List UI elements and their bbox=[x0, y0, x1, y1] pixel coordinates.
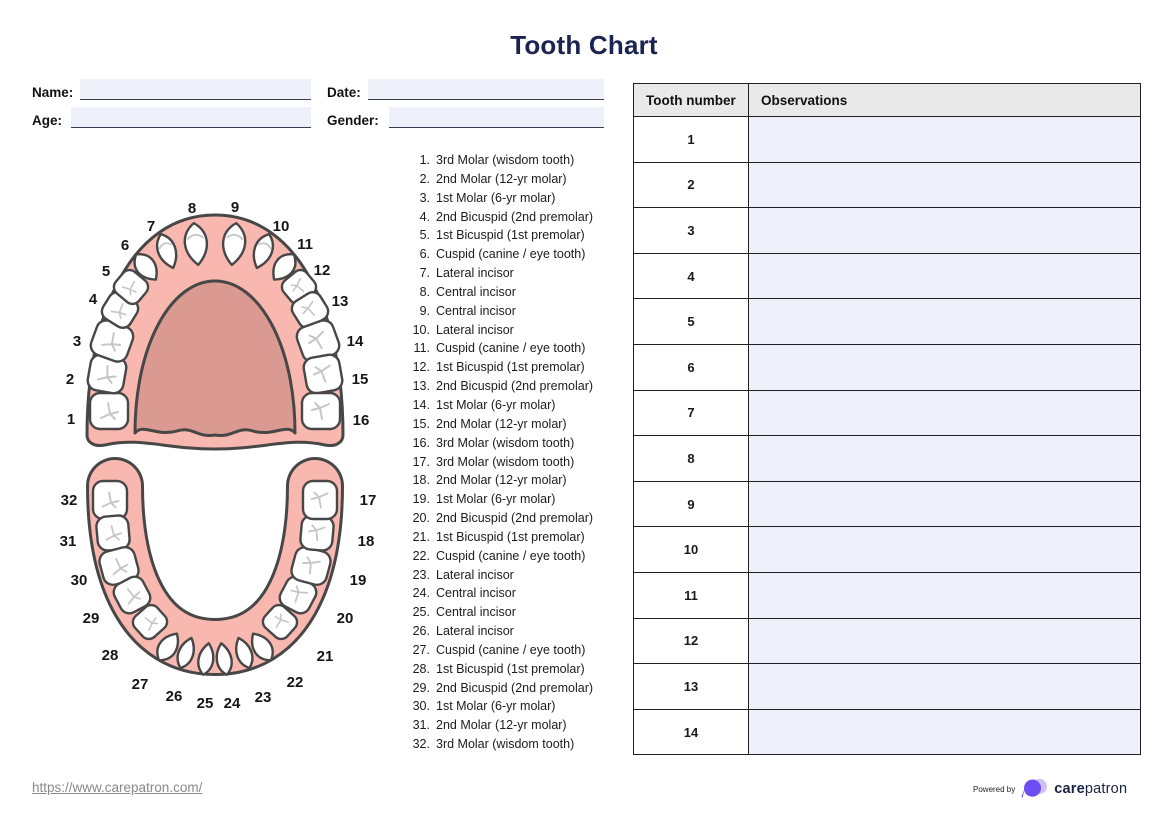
tooth-number-label: 10 bbox=[272, 218, 290, 235]
dental-arches-svg bbox=[35, 185, 415, 730]
legend-item bbox=[406, 547, 641, 566]
legend-item-label: 3rd Molar (wisdom tooth) bbox=[436, 737, 575, 752]
tooth-number-cell: 2 bbox=[634, 162, 749, 208]
tooth-number-label: 29 bbox=[82, 610, 100, 627]
dental-arch-diagram bbox=[35, 185, 415, 730]
tooth-16 bbox=[302, 393, 340, 429]
tooth-number-label: 5 bbox=[101, 263, 111, 280]
observation-cell[interactable] bbox=[749, 299, 1141, 345]
table-row bbox=[634, 117, 1141, 163]
tooth-number-label: 13 bbox=[331, 293, 349, 310]
legend-item-label: Central incisor bbox=[436, 605, 516, 620]
tooth-31 bbox=[96, 515, 131, 552]
tooth-number-cell: 7 bbox=[634, 390, 749, 436]
legend-item-number: 15. bbox=[412, 416, 430, 431]
legend-item bbox=[406, 264, 641, 283]
tooth-number-cell: 12 bbox=[634, 618, 749, 664]
legend-item bbox=[406, 339, 641, 358]
legend-item bbox=[406, 679, 641, 698]
tooth-number-label: 2 bbox=[65, 371, 75, 388]
tooth-number-label: 30 bbox=[70, 572, 88, 589]
legend-item bbox=[406, 358, 641, 377]
tooth-1 bbox=[90, 393, 128, 429]
tooth-number-label: 3 bbox=[72, 333, 82, 350]
tooth-15 bbox=[302, 353, 344, 395]
legend-item bbox=[406, 283, 641, 302]
legend-item-number: 8. bbox=[419, 284, 430, 299]
legend-item-label: 2nd Bicuspid (2nd premolar) bbox=[436, 511, 594, 526]
tooth-number-cell: 3 bbox=[634, 208, 749, 254]
powered-by-label: Powered by bbox=[973, 784, 1016, 794]
legend-item-number: 3. bbox=[419, 190, 430, 205]
carepatron-logo-icon bbox=[1021, 776, 1049, 802]
legend-item-label: Cuspid (canine / eye tooth) bbox=[436, 247, 586, 262]
legend-item-number: 16. bbox=[412, 435, 430, 450]
legend-item-number: 5. bbox=[419, 228, 430, 243]
legend-item-label: 2nd Molar (12-yr molar) bbox=[436, 718, 567, 733]
legend-item bbox=[406, 603, 641, 622]
tooth-number-label: 31 bbox=[59, 533, 77, 550]
legend-item bbox=[406, 226, 641, 245]
legend-item bbox=[406, 208, 641, 227]
date-label: Date: bbox=[327, 85, 361, 100]
tooth-number-label: 4 bbox=[88, 291, 98, 308]
observation-cell[interactable] bbox=[749, 527, 1141, 573]
legend-item bbox=[406, 321, 641, 340]
age-label: Age: bbox=[32, 113, 62, 128]
observation-cell[interactable] bbox=[749, 709, 1141, 755]
tooth-number-cell: 14 bbox=[634, 709, 749, 755]
table-row bbox=[634, 253, 1141, 299]
tooth-number-label: 9 bbox=[230, 199, 240, 216]
brand-wordmark bbox=[1054, 781, 1127, 797]
table-row bbox=[634, 436, 1141, 482]
legend-item-number: 18. bbox=[412, 473, 430, 488]
legend-item-label: 1st Molar (6-yr molar) bbox=[436, 699, 556, 714]
legend-item-number: 13. bbox=[412, 379, 430, 394]
legend-item bbox=[406, 302, 641, 321]
legend-item bbox=[406, 151, 641, 170]
legend-item-number: 27. bbox=[412, 642, 430, 657]
observation-cell[interactable] bbox=[749, 481, 1141, 527]
legend-item-label: Cuspid (canine / eye tooth) bbox=[436, 548, 586, 563]
legend-item-label: 1st Molar (6-yr molar) bbox=[436, 492, 556, 507]
legend-item-number: 7. bbox=[419, 266, 430, 281]
legend-item bbox=[406, 622, 641, 641]
observations-header: Observations bbox=[749, 84, 1141, 117]
legend-item-label: Cuspid (canine / eye tooth) bbox=[436, 341, 586, 356]
legend-item-number: 30. bbox=[412, 699, 430, 714]
tooth-number-label: 23 bbox=[254, 689, 272, 706]
legend-item-number: 25. bbox=[412, 605, 430, 620]
legend-item-label: 1st Bicuspid (1st premolar) bbox=[436, 360, 585, 375]
gender-field[interactable] bbox=[389, 107, 604, 128]
table-row bbox=[634, 527, 1141, 573]
tooth-number-header: Tooth number bbox=[634, 84, 749, 117]
legend-item-number: 26. bbox=[412, 624, 430, 639]
legend-item bbox=[406, 490, 641, 509]
legend-item-label: Central incisor bbox=[436, 586, 516, 601]
legend-item-label: 2nd Molar (12-yr molar) bbox=[436, 416, 567, 431]
age-field[interactable] bbox=[71, 107, 311, 128]
tooth-number-label: 18 bbox=[357, 533, 375, 550]
carepatron-url-link[interactable]: https://www.carepatron.com/ bbox=[32, 780, 203, 795]
legend-item-label: 2nd Bicuspid (2nd premolar) bbox=[436, 379, 594, 394]
gender-label: Gender: bbox=[327, 113, 379, 128]
table-row bbox=[634, 344, 1141, 390]
legend-item-label: 2nd Bicuspid (2nd premolar) bbox=[436, 209, 594, 224]
table-header-row bbox=[634, 84, 1141, 117]
legend-item-number: 17. bbox=[412, 454, 430, 469]
legend-item-number: 31. bbox=[412, 718, 430, 733]
brand-patron: patron bbox=[1084, 781, 1128, 797]
legend-item bbox=[406, 697, 641, 716]
legend-item bbox=[406, 415, 641, 434]
tooth-number-label: 8 bbox=[187, 200, 197, 217]
table-row bbox=[634, 208, 1141, 254]
tooth-number-cell: 4 bbox=[634, 253, 749, 299]
legend-item-number: 23. bbox=[412, 567, 430, 582]
legend-item bbox=[406, 170, 641, 189]
tooth-number-cell: 13 bbox=[634, 664, 749, 710]
legend-item-number: 6. bbox=[419, 247, 430, 262]
legend-item-label: Cuspid (canine / eye tooth) bbox=[436, 642, 586, 657]
legend-item-label: 3rd Molar (wisdom tooth) bbox=[436, 435, 575, 450]
legend-item bbox=[406, 716, 641, 735]
tooth-legend-list bbox=[406, 151, 641, 754]
tooth-legend bbox=[406, 151, 641, 754]
tooth-number-label: 20 bbox=[336, 610, 354, 627]
table-row bbox=[634, 664, 1141, 710]
brand-care: care bbox=[1054, 781, 1085, 797]
legend-item-label: Lateral incisor bbox=[436, 322, 514, 337]
legend-item-label: 3rd Molar (wisdom tooth) bbox=[436, 454, 575, 469]
legend-item-label: 3rd Molar (wisdom tooth) bbox=[436, 153, 575, 167]
legend-item-number: 10. bbox=[412, 322, 430, 337]
legend-item-label: Central incisor bbox=[436, 284, 516, 299]
legend-item-label: 1st Molar (6-yr molar) bbox=[436, 190, 556, 205]
legend-item bbox=[406, 189, 641, 208]
legend-item bbox=[406, 245, 641, 264]
powered-by-badge bbox=[973, 774, 1127, 804]
page-title: Tooth Chart bbox=[510, 30, 658, 60]
tooth-number-cell: 5 bbox=[634, 299, 749, 345]
legend-item-label: Lateral incisor bbox=[436, 624, 514, 639]
observation-cell[interactable] bbox=[749, 208, 1141, 254]
table-row bbox=[634, 709, 1141, 755]
legend-item bbox=[406, 735, 641, 754]
legend-item-number: 24. bbox=[412, 586, 430, 601]
legend-item-label: 1st Bicuspid (1st premolar) bbox=[436, 661, 585, 676]
tooth-number-label: 27 bbox=[131, 676, 149, 693]
observation-cell[interactable] bbox=[749, 664, 1141, 710]
tooth-number-label: 6 bbox=[120, 237, 130, 254]
legend-item-number: 9. bbox=[419, 303, 430, 318]
tooth-number-label: 16 bbox=[352, 412, 370, 429]
legend-item-label: 1st Molar (6-yr molar) bbox=[436, 397, 556, 412]
legend-item-number: 1. bbox=[419, 153, 430, 167]
name-label: Name: bbox=[32, 85, 74, 100]
legend-item-number: 4. bbox=[419, 209, 430, 224]
tooth-number-cell: 6 bbox=[634, 344, 749, 390]
date-field[interactable] bbox=[368, 79, 604, 100]
legend-item-number: 20. bbox=[412, 511, 430, 526]
tooth-number-label: 28 bbox=[101, 647, 119, 664]
legend-item-number: 29. bbox=[412, 680, 430, 695]
legend-item bbox=[406, 453, 641, 472]
table-row bbox=[634, 481, 1141, 527]
tooth-number-label: 24 bbox=[223, 695, 241, 712]
tooth-number-label: 14 bbox=[346, 333, 364, 350]
legend-item-number: 11. bbox=[413, 341, 430, 356]
legend-item bbox=[406, 566, 641, 585]
tooth-number-label: 25 bbox=[196, 695, 214, 712]
table-row bbox=[634, 572, 1141, 618]
legend-item bbox=[406, 509, 641, 528]
legend-item-label: Central incisor bbox=[436, 303, 516, 318]
legend-item-number: 28. bbox=[412, 661, 430, 676]
legend-item bbox=[406, 471, 641, 490]
legend-item bbox=[406, 584, 641, 603]
table-row bbox=[634, 390, 1141, 436]
tooth-number-cell: 8 bbox=[634, 436, 749, 482]
table-row bbox=[634, 299, 1141, 345]
tooth-number-label: 26 bbox=[165, 688, 183, 705]
tooth-32 bbox=[93, 481, 127, 519]
legend-item-number: 21. bbox=[412, 529, 430, 544]
tooth-number-label: 17 bbox=[359, 492, 377, 509]
tooth-number-label: 12 bbox=[313, 262, 331, 279]
legend-item bbox=[406, 641, 641, 660]
legend-item bbox=[406, 377, 641, 396]
legend-item-label: 2nd Molar (12-yr molar) bbox=[436, 473, 567, 488]
tooth-number-label: 15 bbox=[351, 371, 369, 388]
observation-cell[interactable] bbox=[749, 162, 1141, 208]
tooth-number-label: 21 bbox=[316, 648, 334, 665]
observations-table bbox=[633, 83, 1141, 755]
legend-item bbox=[406, 528, 641, 547]
tooth-number-label: 22 bbox=[286, 674, 304, 691]
legend-item-label: 2nd Molar (12-yr molar) bbox=[436, 171, 567, 186]
tooth-number-label: 32 bbox=[60, 492, 78, 509]
legend-item-label: Lateral incisor bbox=[436, 567, 514, 582]
observation-cell[interactable] bbox=[749, 572, 1141, 618]
observation-cell[interactable] bbox=[749, 618, 1141, 664]
legend-item bbox=[406, 660, 641, 679]
legend-item-number: 14. bbox=[412, 397, 430, 412]
legend-item-number: 22. bbox=[412, 548, 430, 563]
observation-cell[interactable] bbox=[749, 253, 1141, 299]
observation-cell[interactable] bbox=[749, 344, 1141, 390]
legend-item-label: 1st Bicuspid (1st premolar) bbox=[436, 228, 585, 243]
tooth-number-label: 7 bbox=[146, 218, 156, 235]
name-field[interactable] bbox=[80, 79, 311, 100]
tooth-number-cell: 1 bbox=[634, 117, 749, 163]
tooth-number-cell: 11 bbox=[634, 572, 749, 618]
legend-item bbox=[406, 396, 641, 415]
tooth-number-label: 1 bbox=[66, 411, 76, 428]
tooth-17 bbox=[303, 481, 337, 519]
observation-cell[interactable] bbox=[749, 436, 1141, 482]
legend-item-number: 12. bbox=[412, 360, 430, 375]
table-row bbox=[634, 618, 1141, 664]
observation-cell[interactable] bbox=[749, 390, 1141, 436]
legend-item-label: Lateral incisor bbox=[436, 266, 514, 281]
legend-item-label: 1st Bicuspid (1st premolar) bbox=[436, 529, 585, 544]
tooth-number-label: 11 bbox=[297, 236, 313, 253]
legend-item-number: 32. bbox=[412, 737, 430, 752]
observation-cell[interactable] bbox=[749, 117, 1141, 163]
table-row bbox=[634, 162, 1141, 208]
tooth-number-cell: 10 bbox=[634, 527, 749, 573]
legend-item-number: 19. bbox=[412, 492, 430, 507]
tooth-number-label: 19 bbox=[349, 572, 367, 589]
tooth-number-cell: 9 bbox=[634, 481, 749, 527]
legend-item-number: 2. bbox=[419, 171, 430, 186]
legend-item bbox=[406, 434, 641, 453]
legend-item-label: 2nd Bicuspid (2nd premolar) bbox=[436, 680, 594, 695]
